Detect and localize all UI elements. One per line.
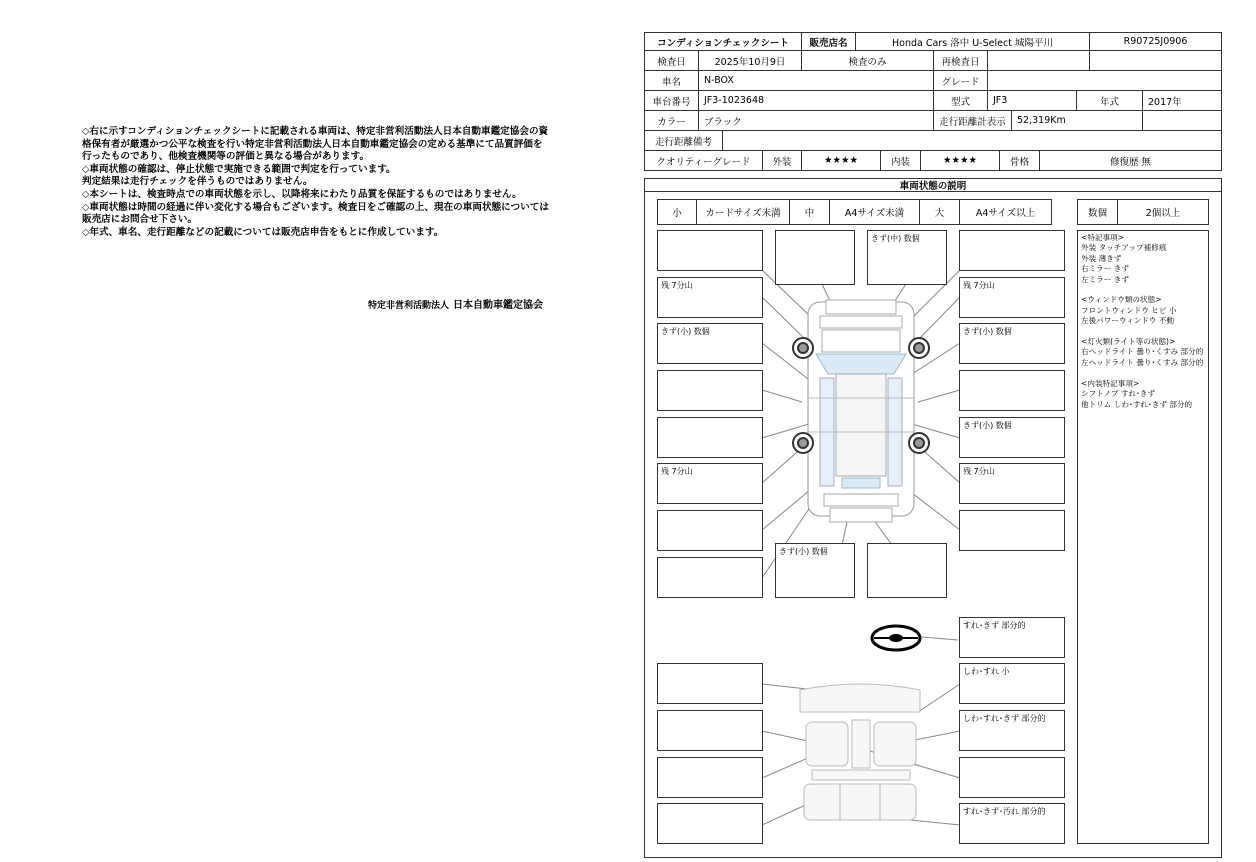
dealer-label: 販売店名	[801, 32, 856, 51]
reinspect-label: 再検査日	[933, 50, 988, 71]
exterior-box-l6: 残 7分山	[657, 463, 763, 504]
exterior-box-l1	[657, 230, 763, 271]
exterior-box-l5	[657, 417, 763, 458]
interior-box-l1	[657, 663, 763, 704]
exterior-box-l2: 残 7分山	[657, 277, 763, 318]
sheet-title: コンディションチェックシート	[644, 32, 802, 51]
note-3: ◇本シートは、検査時点での車両状態を示し、以降将来にわたり品質を保証するものではありません。	[82, 188, 522, 200]
exterior-box-r7	[959, 510, 1065, 551]
frame-label: 骨格	[999, 150, 1040, 171]
association-title: 日本自動車鑑定協会	[453, 300, 544, 311]
note-5: ◇年式、車名、走行距離などの記載については販売店申告をもとに作成しています。	[82, 226, 444, 238]
legend-mid-desc: A4サイズ未満	[829, 199, 920, 225]
car-name-value: N-BOX	[698, 70, 934, 91]
exterior-label: 外装	[762, 150, 802, 171]
interior-label: 内装	[880, 150, 921, 171]
year-value: 2017年	[1142, 90, 1222, 111]
car-top-view	[808, 300, 914, 522]
special-notes: <特記事項> 外装 タッチアップ補修痕 外装 薄きず 右ミラー きず 左ミラー きず <ウィンドウ類の状態> フロントウィンドウ ヒビ 小 左後パワーウィンドウ 不動 <灯火類(ライト等の状態)> 右ヘッドライト 曇り･くすみ 部分的 左ヘッドライト 曇り･くすみ 部分的 <内装特記事項> シフトノブ すれ･きず 他トリム しわ･すれ･きず 部分的	[1077, 230, 1209, 844]
exterior-box-r4	[959, 370, 1065, 411]
interior-box-r5: すれ･きず･汚れ 部分的	[959, 803, 1065, 844]
note-2: ◇車両状態の確認は、停止状態で実施できる範囲で判定を行っています。 判定結果は走行チェックを伴うものではありません。	[82, 163, 396, 188]
grade-label: グレード	[933, 70, 988, 91]
condition-title: 車両状態の説明	[644, 178, 1222, 192]
year-label: 年式	[1076, 90, 1143, 111]
interior-stars: ★★★★	[920, 150, 1000, 171]
exterior-box-r5: きず(小) 数個	[959, 417, 1065, 458]
interior-seat-view	[800, 684, 920, 820]
steering-wheel-icon	[872, 626, 920, 650]
odometer-note-label: 走行距離備考	[644, 130, 723, 151]
model-label: 型式	[933, 90, 988, 111]
legend-small-desc: カードサイズ未満	[696, 199, 790, 225]
dealer-value: Honda Cars 洛中 U-Select 城陽平川	[855, 32, 1090, 51]
exterior-box-r6: 残 7分山	[959, 463, 1065, 504]
exterior-box-l3: きず(小) 数個	[657, 323, 763, 364]
exterior-box-bottom-right	[867, 543, 947, 598]
interior-box-r4	[959, 757, 1065, 798]
interior-box-l2	[657, 710, 763, 751]
model-value: JF3	[987, 90, 1077, 111]
exterior-box-r1	[959, 230, 1065, 271]
interior-box-l4	[657, 803, 763, 844]
inspect-date-value: 2025年10月9日	[698, 50, 802, 71]
color-label: カラー	[644, 110, 699, 131]
interior-box-r2: しわ･すれ 小	[959, 663, 1065, 704]
legend-small-label: 小	[657, 199, 697, 225]
sheet-id: R90725J0906	[1089, 32, 1222, 51]
car-name-label: 車名	[644, 70, 699, 91]
odometer-label: 走行距離計表示	[933, 110, 1012, 131]
chassis-value: JF3-1023648	[698, 90, 934, 111]
color-value: ブラック	[698, 110, 934, 131]
inspect-date-label: 検査日	[644, 50, 699, 71]
interior-box-l3	[657, 757, 763, 798]
exterior-box-r3: きず(小) 数個	[959, 323, 1065, 364]
association-prefix: 特定非営利活動法人	[368, 301, 450, 311]
exterior-box-top-left	[775, 230, 855, 285]
note-4: ◇車両状態は時間の経過に伴い変化する場合もございます。検査日をご確認の上、現在の車両状態については販売店にお問合せ下さい。	[82, 201, 549, 226]
interior-box-r3: しわ･すれ･きず 部分的	[959, 710, 1065, 751]
legend-large-label: 大	[919, 199, 960, 225]
exterior-box-r2: 残 7分山	[959, 277, 1065, 318]
exterior-box-bottom-left: きず(小) 数個	[775, 543, 855, 598]
exterior-box-l8	[657, 557, 763, 598]
exterior-box-top-right: きず(中) 数個	[867, 230, 947, 285]
odometer-value: 52,319Km	[1011, 110, 1143, 131]
chassis-label: 車台番号	[644, 90, 699, 111]
note-1: ◇右に示すコンディションチェックシートに記載される車両は、特定非営利活動法人日本自動車鑑定協会の資格保有者が厳選かつ公平な検査を行い特定非営利活動法人日本自動車鑑定協会の定める基準にて品質評価を行ったものであり、他検査機関等の評価と異なる場合があります。	[82, 126, 549, 163]
legend-large-desc: A4サイズ以上	[959, 199, 1052, 225]
legend-count-desc: 2個以上	[1117, 199, 1209, 225]
quality-grade-label: クオリティーグレード	[644, 150, 763, 171]
legend-count-label: 数個	[1077, 199, 1118, 225]
interior-box-r1: すれ･きず 部分的	[959, 617, 1065, 658]
frame-value: 修復歴 無	[1039, 150, 1222, 171]
inspect-type: 検査のみ	[801, 50, 934, 71]
exterior-box-l4	[657, 370, 763, 411]
legend-mid-label: 中	[789, 199, 830, 225]
exterior-box-l7	[657, 510, 763, 551]
exterior-stars: ★★★★	[801, 150, 881, 171]
